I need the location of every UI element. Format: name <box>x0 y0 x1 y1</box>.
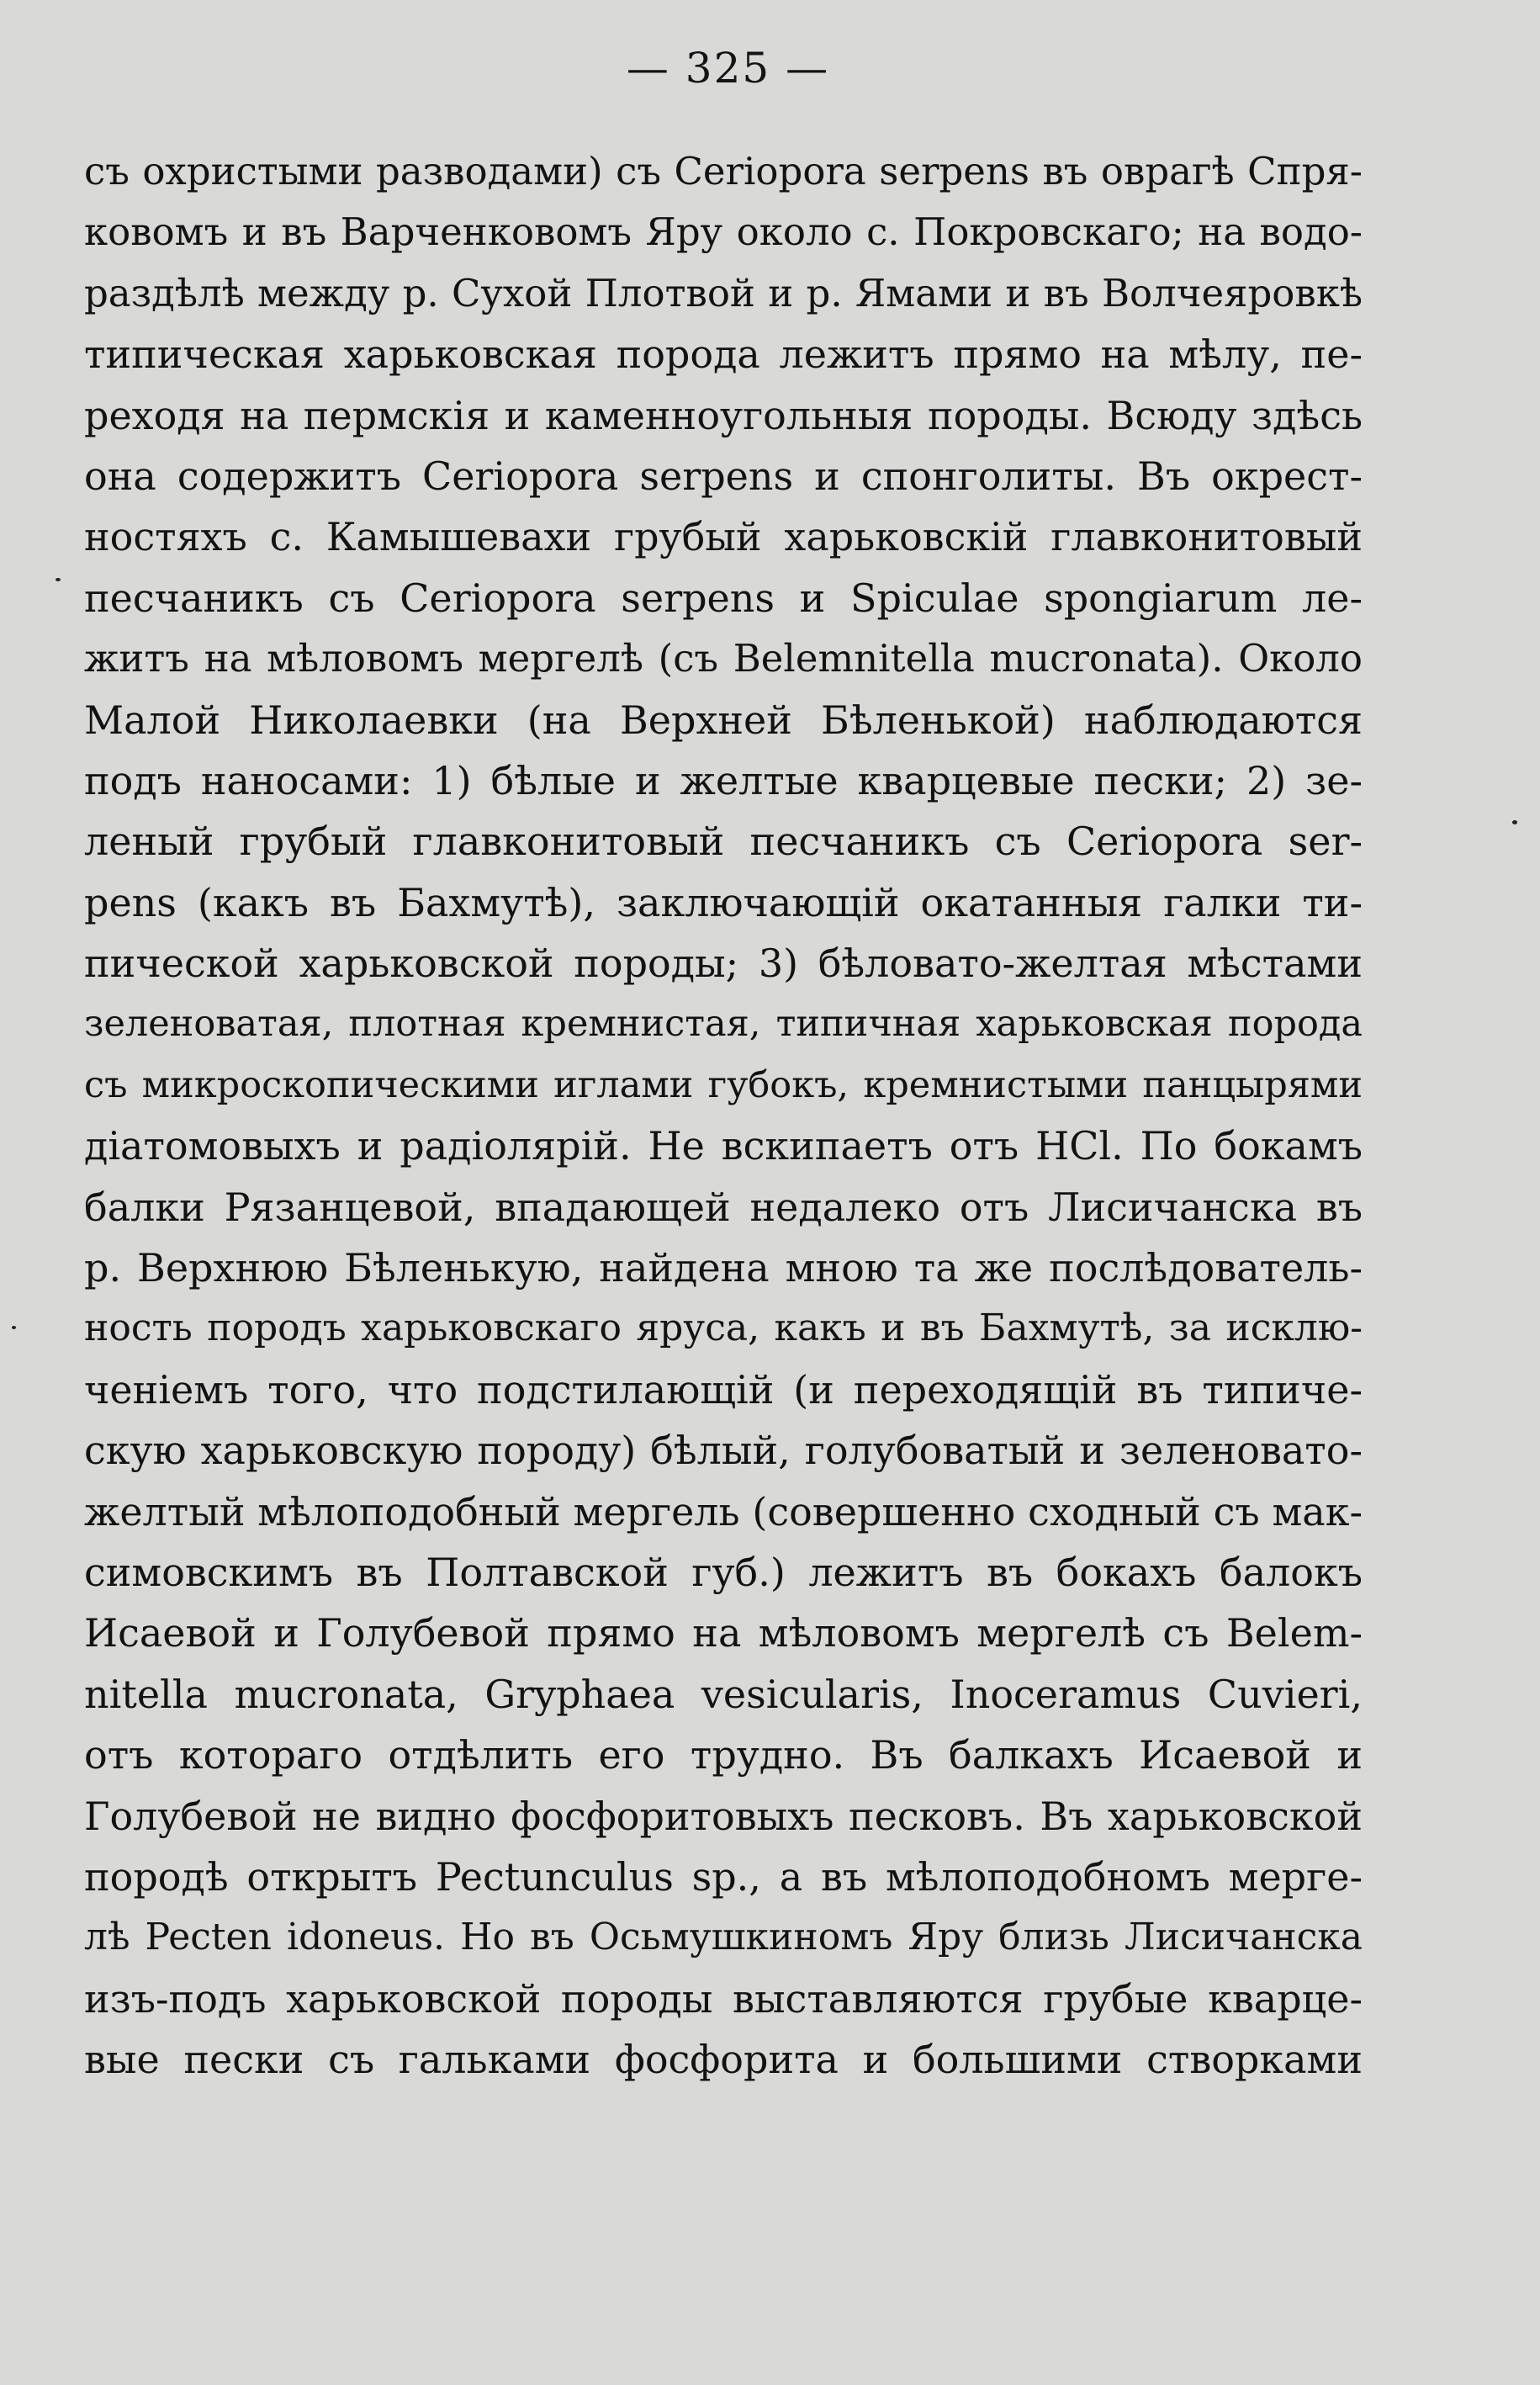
text-line: съ микроскопическими иглами губокъ, кремнистыми панцырями <box>84 1063 1363 1106</box>
text-line: ностяхъ с. Камышевахи грубый харьковскій главконитовый <box>84 514 1363 560</box>
text-line: леный грубый главконитовый песчаникъ съ Ceriopora ser- <box>84 819 1363 865</box>
text-line: Малой Николаевки (на Верхней Бѣленькой) наблюдаются <box>84 697 1363 743</box>
text-line: Исаевой и Голубевой прямо на мѣловомъ мергелѣ съ Belem- <box>84 1610 1363 1656</box>
text-line: съ охристыми разводами) съ Ceriopora serpens въ оврагѣ Спря- <box>84 149 1363 193</box>
text-line: породѣ открытъ Pectunculus sp., а въ мѣлоподобномъ мерге- <box>84 1853 1363 1900</box>
text-line: ковомъ и въ Варченковомъ Яру около с. Покровскаго; на водо- <box>84 209 1363 255</box>
text-line: отъ котораго отдѣлить его трудно. Въ балкахъ Исаевой и <box>84 1732 1363 1778</box>
text-line: р. Верхнюю Бѣленькую, найдена мною та же послѣдователь- <box>84 1245 1363 1291</box>
text-line: ность породъ харьковскаго яруса, какъ и въ Бахмутѣ, за исклю- <box>84 1306 1363 1350</box>
text-line: желтый мѣлоподобный мергель (совершенно сходный съ мак- <box>84 1488 1363 1534</box>
text-line: pens (какъ въ Бахмутѣ), заключающій окатанныя галки ти- <box>84 879 1363 925</box>
text-line: лѣ Pecten idoneus. Но въ Осьмушкиномъ Яру близь Лисичанска <box>84 1916 1363 1959</box>
text-line: Голубевой не видно фосфоритовыхъ песковъ. Въ харьковской <box>84 1793 1363 1839</box>
text-line: изъ-подъ харьковской породы выставляются грубые кварце- <box>84 1975 1363 2022</box>
text-line: песчаникъ съ Ceriopora serpens и Spiculae spongiarum ле- <box>84 575 1363 621</box>
text-line: скую харьковскую породу) бѣлый, голубоватый и зеленовато- <box>84 1428 1363 1474</box>
text-line: подъ наносами: 1) бѣлые и желтые кварцевые пески; 2) зе- <box>84 757 1363 803</box>
text-line: она содержитъ Ceriopora serpens и спонголиты. Въ окрест- <box>84 453 1363 499</box>
text-line: зеленоватая, плотная кремнистая, типичная харьковская порода <box>84 1003 1363 1046</box>
text-line: житъ на мѣловомъ мергелѣ (съ Belemnitella mucronata). Около <box>84 636 1363 681</box>
text-line: вые пески съ гальками фосфорита и большими створками <box>84 2037 1363 2083</box>
text-line: nitella mucronata, Gryphaea vesicularis, Inoceramus Cuvieri, <box>84 1671 1363 1717</box>
text-line: діатомовыхъ и радіолярій. Не вскипаетъ отъ HCl. По бокамъ <box>84 1123 1363 1169</box>
margin-speck <box>1512 820 1517 824</box>
body-text <box>84 141 1363 2091</box>
text-line: балки Рязанцевой, впадающей недалеко отъ Лисичанска въ <box>84 1184 1363 1230</box>
text-line: раздѣлѣ между р. Сухой Плотвой и р. Ямами и въ Волчеяровкѣ <box>84 270 1363 315</box>
text-line: симовскимъ въ Полтавской губ.) лежитъ въ бокахъ балокъ <box>84 1549 1363 1595</box>
text-line: реходя на пермскія и каменноугольныя породы. Всюду здѣсь <box>84 392 1363 438</box>
margin-speck <box>56 578 61 581</box>
text-line: пической харьковской породы; 3) бѣловато-желтая мѣстами <box>84 941 1363 987</box>
margin-speck <box>12 1326 16 1329</box>
text-line: типическая харьковская порода лежитъ прямо на мѣлу, пе- <box>84 331 1363 378</box>
text-line: ченіемъ того, что подстилающій (и переходящій въ типиче- <box>84 1366 1363 1412</box>
page-number: — 325 — <box>626 44 830 93</box>
